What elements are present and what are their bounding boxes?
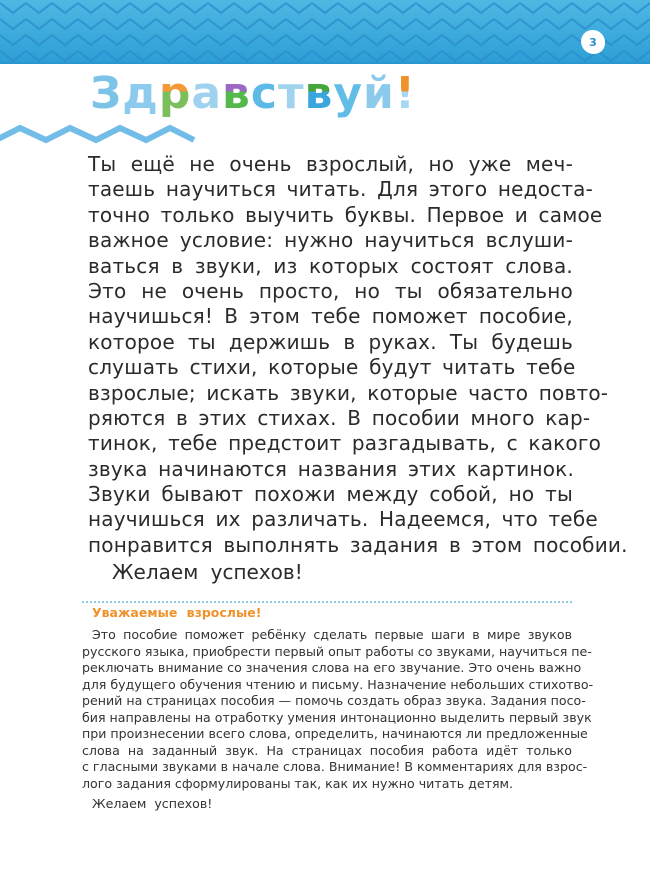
title-letter: р [159, 66, 192, 122]
kids-paragraph [88, 152, 628, 558]
text-line: бия направлены на отработку умения интонационно выделить первый звук [82, 709, 592, 725]
text-line: с гласными звуками в начале слова. Внимание! В комментариях для взрос- [82, 759, 588, 774]
title-letter: в [304, 66, 333, 122]
text-line: реключать внимание со значения слова на его звучание. Это очень важно [82, 660, 582, 675]
text-line: лого задания сформулированы так, как их нужно читать детям. [82, 775, 514, 791]
text-line: точно только выучить буквы. Первое и самое [88, 202, 603, 227]
text-line: ряются в этих стихах. В пособии много кар- [88, 405, 591, 430]
title-letter: д [122, 68, 159, 119]
page-number: 3 [589, 35, 597, 49]
decorative-zigzag-icon [0, 122, 200, 150]
banner-bottom-edge [0, 62, 650, 64]
text-line: Ты ещё не очень взрослый, но уже меч- [88, 152, 573, 176]
section-divider [82, 601, 572, 603]
text-line: русского языка, приобрести первый опыт работы со звуками, научиться пе- [82, 643, 592, 659]
text-line: при произнесении всего слова, определить, начинаются ли предложенные [82, 726, 588, 741]
text-line: Это не очень просто, но ты обязательно [88, 278, 573, 303]
title-letter: З [90, 68, 123, 119]
title-letter: ! [395, 66, 416, 122]
title-letter: а [191, 68, 223, 119]
title-letter: т [277, 68, 305, 119]
text-line: научишься! В этом тебе поможет пособие, [88, 304, 573, 329]
title-letter: й [363, 68, 395, 119]
text-line: таешь научиться читать. Для этого недоста- [88, 177, 594, 202]
kids-closing: Желаем успехов! [112, 560, 303, 584]
text-line: важное условие: нужно научиться вслуши- [88, 228, 573, 253]
adults-closing: Желаем успехов! [92, 796, 213, 811]
header-banner [0, 0, 650, 64]
page-number-badge [581, 30, 605, 54]
zigzag-pattern-icon [0, 0, 650, 64]
text-line: понравится выполнять задания в этом пособии. [88, 532, 628, 557]
title-letter: у [333, 68, 363, 119]
text-line: Звуки бывают похожи между собой, но ты [88, 482, 573, 507]
adults-heading: Уважаемые взрослые! [92, 605, 262, 620]
text-line: научишься их различать. Надеемся, что тебе [88, 507, 598, 532]
text-line: Это пособие поможет ребёнку сделать первые шаги в мире звуков [92, 627, 572, 642]
text-line: рений на страницах пособия — помочь создать образ звука. Задания посо- [82, 693, 586, 708]
text-line: тинок, тебе предстоит разгадывать, с какого [88, 431, 602, 456]
text-line: звука начинаются названия этих картинок. [88, 456, 575, 481]
text-line: взрослые; искать звуки, которые часто повто- [88, 380, 609, 405]
title-letter: в [222, 66, 251, 122]
text-line: слушать стихи, которые будут читать тебе [88, 355, 576, 380]
page-title [90, 66, 416, 122]
text-line: которое ты держишь в руках. Ты будешь [88, 329, 573, 354]
adults-paragraph [82, 627, 594, 792]
text-line: слова на заданный звук. На страницах пособия работа идёт только [82, 742, 572, 758]
title-letter: с [250, 68, 278, 119]
text-line: для будущего обучения чтению и письму. Назначение небольших стихотво- [82, 676, 594, 692]
text-line: ваться в звуки, из которых состоят слова. [88, 253, 573, 278]
